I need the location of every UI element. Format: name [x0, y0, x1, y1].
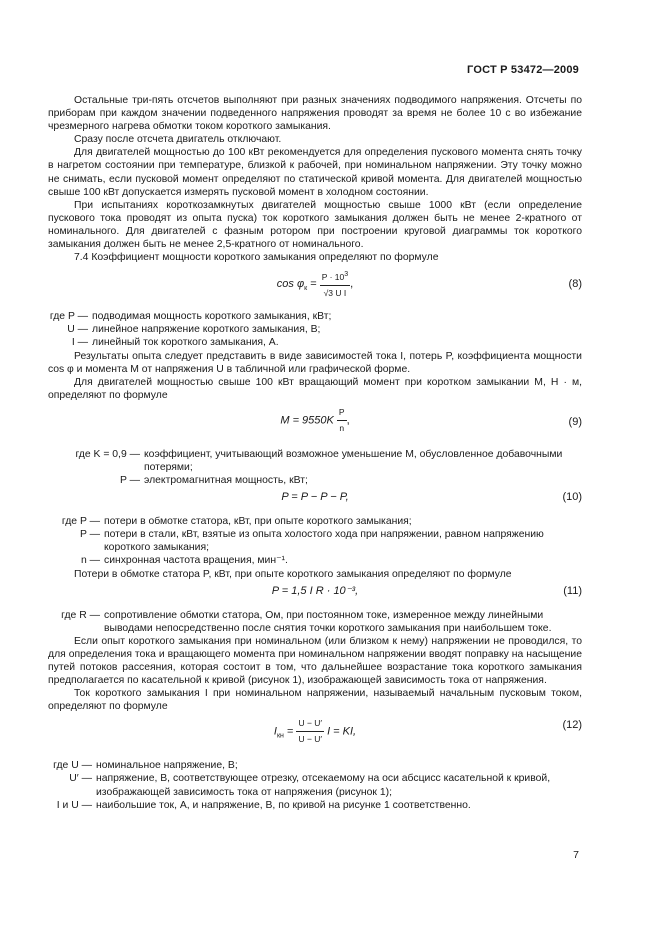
legend-row: U — линейное напряжение короткого замыкания, В; — [67, 324, 321, 336]
legend-row: P — потери в стали, кВт, взятые из опыта холостого хода при напряжении, равном напряжению короткого замыкания; — [79, 529, 544, 554]
legend-row: где U — номинальное напряжение, В; — [53, 760, 238, 772]
formula-8-expression: $\cos \varphi_к$ = $\frac{P \cdot 10^3}{\text{√3 U I}}$ , — [48, 268, 582, 300]
formula-12 — [48, 717, 582, 757]
document-id-header: ГОСТ Р 53472—2009 — [467, 64, 579, 76]
formula-8-number: (8) — [568, 278, 582, 291]
formula-8-lhs-sub: к — [304, 285, 308, 293]
legend-row: U′ — напряжение, В, соответствующее отрезку, отсекаемому на оси абсцисс касательной к кривой, изображающей зависимость тока от напряжения (рисунок 1); — [69, 773, 551, 798]
formula-11-number: (11) — [563, 584, 582, 597]
legend-10 — [48, 515, 582, 567]
legend-row: n — синхронная частота вращения, мин⁻¹. — [80, 555, 288, 567]
paragraph: Потери в обмотке статора P, кВт, при опыте короткого замыкания определяют по формуле — [74, 568, 512, 580]
formula-8-numerator: $P \cdot 10^3$ — [320, 268, 350, 286]
page-number: 7 — [573, 849, 579, 861]
formula-8-fraction — [320, 268, 350, 300]
formula-8 — [48, 268, 582, 308]
legend-12 — [48, 759, 582, 811]
legend-8 — [48, 310, 582, 349]
legend-row: где P — потери в обмотке статора, кВт, при опыте короткого замыкания; — [61, 516, 412, 528]
formula-12-expression: $I_{кн}$ = $\frac{U - U'}{U - U'}$ I = KI, — [48, 717, 582, 746]
formula-9-expression: M = 9550K $\frac{P}{n}$ , — [48, 406, 582, 435]
legend-row: P — электромагнитная мощность, кВт; — [119, 475, 308, 487]
formula-12-fraction: $\frac{U - U'}{U - U'}$ — [298, 718, 322, 745]
document-body — [48, 94, 582, 812]
paragraph: Ток короткого замыкания I при номинальном напряжении, называемый начальным пусковым током, определяют по формуле — [48, 688, 582, 713]
legend-11 — [48, 609, 582, 635]
formula-10-number: (10) — [562, 491, 582, 504]
formula-9-number: (9) — [568, 415, 582, 428]
legend-row: где P — подводимая мощность короткого замыкания, кВт; — [49, 311, 332, 323]
paragraph: При испытаниях короткозамкнутых двигателей мощностью свыше 1000 кВт (если определение пускового тока проводят из опыта пуска) ток короткого замыкания должен быть не менее 2-кратного от номинального. Для двигателей с фазным ротором при построении круговой диаграммы ток короткого замыкания должен быть не менее 2,5-кратного от номинального. — [48, 199, 582, 251]
formula-9 — [48, 406, 582, 446]
formula-10-expression: P = P − P − P, — [281, 491, 349, 504]
legend-9 — [48, 448, 582, 487]
formula-11 — [48, 585, 582, 607]
formula-8-lhs: cos φ — [276, 278, 305, 291]
legend-row: I и U — наибольшие ток, А, и напряжение, В, по кривой на рисунке 1 соответственно. — [56, 799, 471, 811]
paragraph: Для двигателей мощностью до 100 кВт рекомендуется для определения пускового момента снять точку в нагретом состоянии при температуре, близкой к рабочей, при номинальном напряжении. Эту точку можно не снимать, если пусковой момент определяют по статической кривой момента. Для двигателей мощностью свыше 100 кВт допускается измерять пусковой момент в холодном состоянии. — [48, 147, 582, 198]
section-7-4-heading: 7.4 Коэффициент мощности короткого замыкания определяют по формуле — [74, 252, 439, 264]
legend-row: I — линейный ток короткого замыкания, А. — [71, 337, 279, 349]
formula-8-denominator: √3 U I — [323, 288, 347, 299]
paragraph: Остальные три-пять отсчетов выполняют при разных значениях подводимого напряжения. Отсчеты по приборам при каждом значении подведенного напряжения проводят за время не более 10 с во избежание чрезмерного нагрева обмотки током короткого замыкания. — [48, 95, 582, 133]
paragraph: Сразу после отсчета двигатель отключают. — [74, 134, 282, 146]
legend-row: где K = 0,9 — коэффициент, учитывающий возможное уменьшение M, обусловленное добавочными потерями; — [75, 448, 563, 473]
paragraph: Для двигателей мощностью свыше 100 кВт вращающий момент при коротком замыкании M, Н · м, определяют по формуле — [48, 376, 582, 401]
paragraph: Если опыт короткого замыкания при номинальном (или близком к нему) напряжении не проводился, то для определения тока и вращающего момента при номинальном напряжении вводят поправку на насыщение путей потоков рассеяния, которая состоит в том, что дальнейшее возрастание тока короткого замыкания предполагается по касательной к кривой (рисунок 1), изображающей зависимость тока от напряжения. — [48, 635, 582, 687]
formula-12-number: (12) — [562, 719, 582, 732]
formula-9-fraction: $\frac{P}{n}$ — [338, 406, 345, 433]
legend-row: где R — сопротивление обмотки статора, Ом, при постоянном токе, измеренное между линейными выводами непосредственно после снятия точки короткого замыкания при наибольшем токе. — [61, 609, 552, 634]
formula-10 — [48, 491, 582, 513]
formula-11-expression: P = 1,5 I R · 10⁻³, — [271, 584, 359, 597]
paragraph: Результаты опыта следует представить в виде зависимостей тока I, потерь P, коэффициента мощности cos φ и момента M от напряжения U в табличной или графической форме. — [48, 350, 582, 375]
